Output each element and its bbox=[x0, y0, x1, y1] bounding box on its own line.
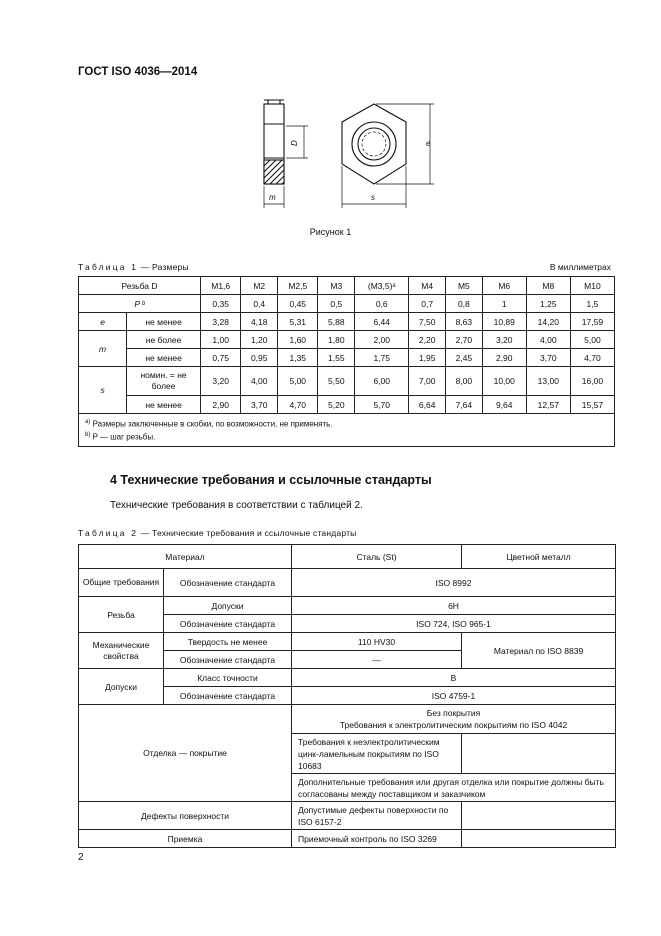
size-cell: M10 bbox=[570, 277, 614, 295]
table-cell: 0,8 bbox=[446, 295, 483, 313]
table-cell: Цветной металл bbox=[462, 545, 616, 569]
dimensions-table bbox=[78, 276, 615, 447]
table-cell: 7,64 bbox=[446, 396, 483, 414]
table-cell: 12,57 bbox=[526, 396, 570, 414]
table-cell: 0,4 bbox=[241, 295, 278, 313]
table-cell: Допуски bbox=[79, 669, 164, 705]
table-cell: 5,88 bbox=[318, 313, 355, 331]
table-cell: 0,7 bbox=[409, 295, 446, 313]
table-cell: Материал bbox=[79, 545, 292, 569]
label-s: s bbox=[371, 193, 375, 202]
table-cell: Сталь (St) bbox=[292, 545, 462, 569]
units-note: В миллиметрах bbox=[549, 262, 611, 272]
size-cell: M2,5 bbox=[278, 277, 318, 295]
notes-row bbox=[79, 414, 615, 447]
table-cell: 1,00 bbox=[201, 331, 241, 349]
table-cell: 2,90 bbox=[482, 349, 526, 367]
table-cell: Допустимые дефекты поверхности по ISO 6157-2 bbox=[292, 802, 462, 830]
table-cell: 1,35 bbox=[278, 349, 318, 367]
table-cell: 4,00 bbox=[241, 367, 278, 396]
table-cell: 6,64 bbox=[409, 396, 446, 414]
table-cell: 0,45 bbox=[278, 295, 318, 313]
label-m: m bbox=[269, 193, 276, 202]
section-paragraph: Технические требования в соответствии с таблицей 2. bbox=[110, 500, 363, 511]
size-cell: M4 bbox=[409, 277, 446, 295]
thread-row bbox=[79, 277, 615, 295]
e-row bbox=[79, 313, 615, 331]
table-cell: 1,5 bbox=[570, 295, 614, 313]
table-cell: 17,59 bbox=[570, 313, 614, 331]
table-cell bbox=[462, 734, 616, 774]
table-cell: 1,20 bbox=[241, 331, 278, 349]
size-cell: M5 bbox=[446, 277, 483, 295]
table-cell: 4,70 bbox=[278, 396, 318, 414]
table-cell: 3,70 bbox=[241, 396, 278, 414]
thread-header: Резьба D bbox=[79, 277, 201, 295]
table-cell: 1,25 bbox=[526, 295, 570, 313]
table-cell: не менее bbox=[127, 349, 201, 367]
section-title: 4 Технические требования и ссылочные стандарты bbox=[110, 473, 432, 487]
table-cell bbox=[462, 802, 616, 830]
table-cell: 2,70 bbox=[446, 331, 483, 349]
label-d: D bbox=[290, 140, 299, 146]
table-cell: Дополнительные требования или другая отделка или покрытие должны быть согласованы между поставщиком и заказчиком bbox=[292, 774, 616, 802]
table-cell: не более bbox=[127, 331, 201, 349]
size-cell: M3 bbox=[318, 277, 355, 295]
table-cell: 5,00 bbox=[278, 367, 318, 396]
table-cell: Приемка bbox=[79, 830, 292, 848]
table-cell: Требования к неэлектролитическим цинк-ламельным покрытиям по ISO 10683 bbox=[292, 734, 462, 774]
table-cell bbox=[462, 830, 616, 848]
label-e: e bbox=[426, 139, 431, 148]
table-cell: 0,75 bbox=[201, 349, 241, 367]
table-cell: 2,20 bbox=[409, 331, 446, 349]
table-cell: 110 HV30 bbox=[292, 633, 462, 651]
pitch-row bbox=[79, 295, 615, 313]
table-cell: — bbox=[292, 651, 462, 669]
table-cell: e bbox=[79, 313, 127, 331]
finish-electro-cell: Без покрытия Требования к электролитическим покрытиям по ISO 4042 bbox=[292, 705, 616, 734]
table-cell: 0,6 bbox=[355, 295, 409, 313]
table-cell: 2,90 bbox=[201, 396, 241, 414]
table-cell: Механические свойства bbox=[79, 633, 164, 669]
table-cell: 5,20 bbox=[318, 396, 355, 414]
table-cell: 3,20 bbox=[201, 367, 241, 396]
table-cell: 5,70 bbox=[355, 396, 409, 414]
table-cell: Дефекты поверхности bbox=[79, 802, 292, 830]
table-cell: Материал по ISO 8839 bbox=[462, 633, 616, 669]
table-cell: 1,75 bbox=[355, 349, 409, 367]
table-cell: 1,95 bbox=[409, 349, 446, 367]
pitch-label: P ᵇ bbox=[79, 295, 201, 313]
table-cell: ISO 724, ISO 965-1 bbox=[292, 615, 616, 633]
table-cell: Общие требования bbox=[79, 569, 164, 597]
table-cell: m bbox=[79, 331, 127, 367]
m-max-row bbox=[79, 331, 615, 349]
table-cell: 5,50 bbox=[318, 367, 355, 396]
table-cell: Приемочный контроль по ISO 3269 bbox=[292, 830, 462, 848]
table-cell: 6,44 bbox=[355, 313, 409, 331]
table-cell: 14,20 bbox=[526, 313, 570, 331]
table-cell: 0,35 bbox=[201, 295, 241, 313]
table-cell: не менее bbox=[127, 396, 201, 414]
table1-caption: Таблица 1 — Размеры bbox=[78, 262, 189, 272]
nut-drawing bbox=[250, 96, 450, 216]
table-cell: 15,57 bbox=[570, 396, 614, 414]
s-max-row bbox=[79, 367, 615, 396]
table-cell: Класс точности bbox=[164, 669, 292, 687]
size-cell: M6 bbox=[482, 277, 526, 295]
table-cell: 6H bbox=[292, 597, 616, 615]
table-cell: Резьба bbox=[79, 597, 164, 633]
table-cell: 4,00 bbox=[526, 331, 570, 349]
table-cell: B bbox=[292, 669, 616, 687]
table-cell: 3,28 bbox=[201, 313, 241, 331]
table-cell: 8,00 bbox=[446, 367, 483, 396]
table-cell: 5,00 bbox=[570, 331, 614, 349]
size-cell: M1,6 bbox=[201, 277, 241, 295]
table-cell: 3,20 bbox=[482, 331, 526, 349]
table2-caption: Таблица 2 — Технические требования и ссылочные стандарты bbox=[78, 528, 357, 538]
table-cell: ISO 4759-1 bbox=[292, 687, 616, 705]
s-min-row bbox=[79, 396, 615, 414]
table-cell: 1,60 bbox=[278, 331, 318, 349]
table-notes: $^{a)}$ Размеры заключенные в скобки, по возможности, не применять. $^{b)}$ P — шаг резьбы. bbox=[79, 414, 615, 447]
table-cell: 8,63 bbox=[446, 313, 483, 331]
requirements-table bbox=[78, 544, 616, 848]
table-cell: 16,00 bbox=[570, 367, 614, 396]
table-cell: Твердость не менее bbox=[164, 633, 292, 651]
table-cell: 2,45 bbox=[446, 349, 483, 367]
table-cell: Допуски bbox=[164, 597, 292, 615]
table-cell: ISO 8992 bbox=[292, 569, 616, 597]
table-cell: s bbox=[79, 367, 127, 414]
table-cell: 4,18 bbox=[241, 313, 278, 331]
document-header: ГОСТ ISO 4036—2014 bbox=[78, 66, 198, 78]
figure-caption: Рисунок 1 bbox=[309, 227, 352, 237]
table-cell: не менее bbox=[127, 313, 201, 331]
table-cell: 9,64 bbox=[482, 396, 526, 414]
table-cell: 1,55 bbox=[318, 349, 355, 367]
table-cell: Обозначение стандарта bbox=[164, 569, 292, 597]
table-cell: 1 bbox=[482, 295, 526, 313]
table-cell: Отделка — покрытие bbox=[79, 705, 292, 802]
table-cell: 4,70 bbox=[570, 349, 614, 367]
table-cell: 1,80 bbox=[318, 331, 355, 349]
size-cell: M2 bbox=[241, 277, 278, 295]
table-cell: номин. = не более bbox=[127, 367, 201, 396]
table-cell: 5,31 bbox=[278, 313, 318, 331]
size-cell: M8 bbox=[526, 277, 570, 295]
page-number: 2 bbox=[78, 852, 84, 863]
table-cell: Обозначение стандарта bbox=[164, 651, 292, 669]
table-cell: 0,95 bbox=[241, 349, 278, 367]
table-cell: 6,00 bbox=[355, 367, 409, 396]
table-cell: 7,00 bbox=[409, 367, 446, 396]
table-cell: 10,00 bbox=[482, 367, 526, 396]
table-cell: 2,00 bbox=[355, 331, 409, 349]
table-cell: Обозначение стандарта bbox=[164, 687, 292, 705]
table-cell: Обозначение стандарта bbox=[164, 615, 292, 633]
table-cell: 10,89 bbox=[482, 313, 526, 331]
table-cell: 13,00 bbox=[526, 367, 570, 396]
table-cell: 0,5 bbox=[318, 295, 355, 313]
table-cell: 7,50 bbox=[409, 313, 446, 331]
m-min-row bbox=[79, 349, 615, 367]
table-cell: 3,70 bbox=[526, 349, 570, 367]
size-cell: (M3,5)ᵃ bbox=[355, 277, 409, 295]
